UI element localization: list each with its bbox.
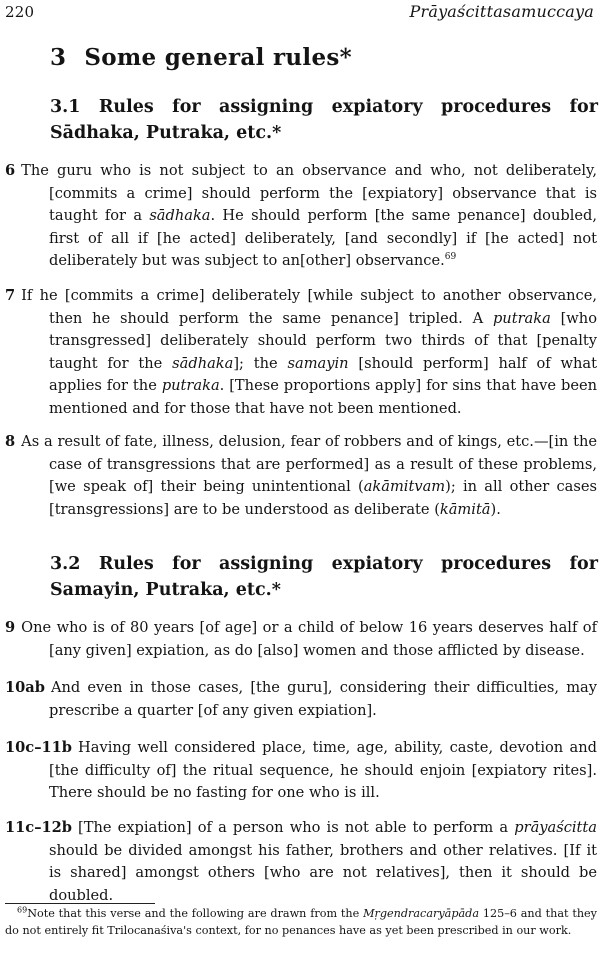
heading-word: Rules bbox=[98, 554, 154, 574]
verse-term: putraka bbox=[492, 309, 551, 327]
verse-term: prāyaścitta bbox=[514, 819, 597, 836]
subsection-heading-line-2: Sādhaka, Putraka, etc.* bbox=[50, 123, 282, 143]
verse-term: kāmitā bbox=[439, 500, 491, 518]
footnote-divider bbox=[5, 903, 155, 904]
verse-8 bbox=[5, 431, 597, 521]
footnote-term: Mṛgendracaryāpāda bbox=[363, 907, 479, 920]
verse-number: 6 bbox=[5, 162, 16, 179]
verse-text: ]; the bbox=[233, 354, 288, 372]
verse-text: As a result of fate, illness, delusion, fear of robbers and of kings, etc.—[in the case of transgressions that are performed] as a result of these problems, [we speak of] their being unintentional ( bbox=[21, 433, 597, 495]
heading-word: for bbox=[569, 97, 598, 117]
subsection-heading-3-1 bbox=[50, 94, 598, 146]
page-number: 220 bbox=[5, 3, 35, 21]
heading-word: expiatory bbox=[331, 97, 423, 117]
verse-number: 11c–12b bbox=[5, 819, 73, 836]
running-header bbox=[5, 2, 594, 21]
verse-text: ). bbox=[490, 500, 501, 518]
subsection-heading-line bbox=[50, 551, 598, 577]
verse-text: ); in all other cases [transgressions] are to be understood as deliberate ( bbox=[49, 478, 598, 518]
heading-word: for bbox=[172, 554, 201, 574]
verse-9 bbox=[5, 617, 597, 662]
subsection-heading-line-2: Samayin, Putraka, etc.* bbox=[50, 580, 281, 600]
subsection-heading-line bbox=[50, 94, 598, 120]
verse-number: 10ab bbox=[5, 679, 45, 696]
footnote-mark: 69 bbox=[17, 905, 28, 915]
subsection-number: 3.2 bbox=[50, 554, 81, 574]
verse-number: 7 bbox=[5, 287, 16, 304]
verse-term: sādhaka bbox=[149, 207, 211, 224]
verse-text: should be divided amongst his father, brothers and other relatives. [If it is shared] amongst others [who are not relatives], then it should be doubled. bbox=[49, 841, 597, 904]
verse-text: Having well considered place, time, age, ability, caste, devotion and [the difficulty of] the ritual sequence, he should enjoin [expiatory rites]. There should be no fasting for one who is ill. bbox=[49, 739, 597, 801]
heading-word: procedures bbox=[441, 554, 552, 574]
verse-10c-11b bbox=[5, 737, 597, 805]
verse-term: putraka bbox=[161, 377, 220, 394]
verse-6 bbox=[5, 160, 597, 273]
subsection-number: 3.1 bbox=[50, 97, 81, 117]
subsection-heading-3-2 bbox=[50, 551, 598, 603]
verse-10ab bbox=[5, 677, 597, 722]
heading-word: Rules bbox=[98, 97, 154, 117]
verse-text: [who transgressed] deliberately should perform two thirds of that [penalty taught for the bbox=[49, 309, 597, 372]
heading-word: expiatory bbox=[331, 554, 423, 574]
verse-text: And even in those cases, [the guru], considering their difficulties, may prescribe a quarter [of any given expiation]. bbox=[49, 679, 597, 719]
section-heading bbox=[50, 44, 352, 71]
heading-word: for bbox=[569, 554, 598, 574]
footnote-ref: 69 bbox=[444, 252, 457, 263]
running-title: Prāyaścittasamuccaya bbox=[409, 2, 594, 21]
verse-term: akāmitvam bbox=[363, 478, 446, 495]
verse-text: [The expiation] of a person who is not able to perform a bbox=[78, 819, 515, 836]
footnote-text: Note that this verse and the following are drawn from the bbox=[27, 907, 364, 920]
verse-text: [should perform] half of what applies for the bbox=[49, 354, 597, 394]
heading-word: assigning bbox=[219, 554, 314, 574]
heading-word: for bbox=[172, 97, 201, 117]
verse-text: . He should perform [the same penance] doubled, first of all if [he acted] deliberately, [and secondly] if [he acted] not deliberately but was subject to an[other] observance. bbox=[49, 207, 597, 269]
verse-term: samayin bbox=[287, 354, 349, 372]
footnote-69 bbox=[5, 906, 597, 939]
verse-number: 10c–11b bbox=[5, 739, 73, 756]
heading-word: assigning bbox=[219, 97, 314, 117]
verse-number: 9 bbox=[5, 619, 16, 636]
verse-11c-12b bbox=[5, 817, 597, 907]
verse-number: 8 bbox=[5, 433, 16, 450]
verse-7 bbox=[5, 285, 597, 420]
verse-text: . [These proportions apply] for sins that have been mentioned and for those that have not been mentioned. bbox=[49, 377, 598, 417]
section-title: Some general rules* bbox=[84, 44, 352, 71]
verse-text: The guru who is not subject to an observance and who, not deliberately, [commits a crime] should perform the [expiatory] observance that is taught for a bbox=[21, 162, 597, 224]
verse-text: One who is of 80 years [of age] or a child of below 16 years deserves half of [any given] expiation, as do [also] women and those afflicted by disease. bbox=[21, 619, 597, 659]
heading-word: procedures bbox=[441, 97, 552, 117]
verse-text: If he [commits a crime] deliberately [while subject to another observance, then he should perform the same penance] tripled. A bbox=[21, 287, 597, 327]
footnote-text: 125–6 and that they do not entirely fit Trilocanaśiva's context, for no penances have as yet been prescribed in our work. bbox=[5, 907, 597, 937]
section-number: 3 bbox=[50, 44, 67, 71]
verse-term: sādhaka bbox=[172, 354, 234, 372]
